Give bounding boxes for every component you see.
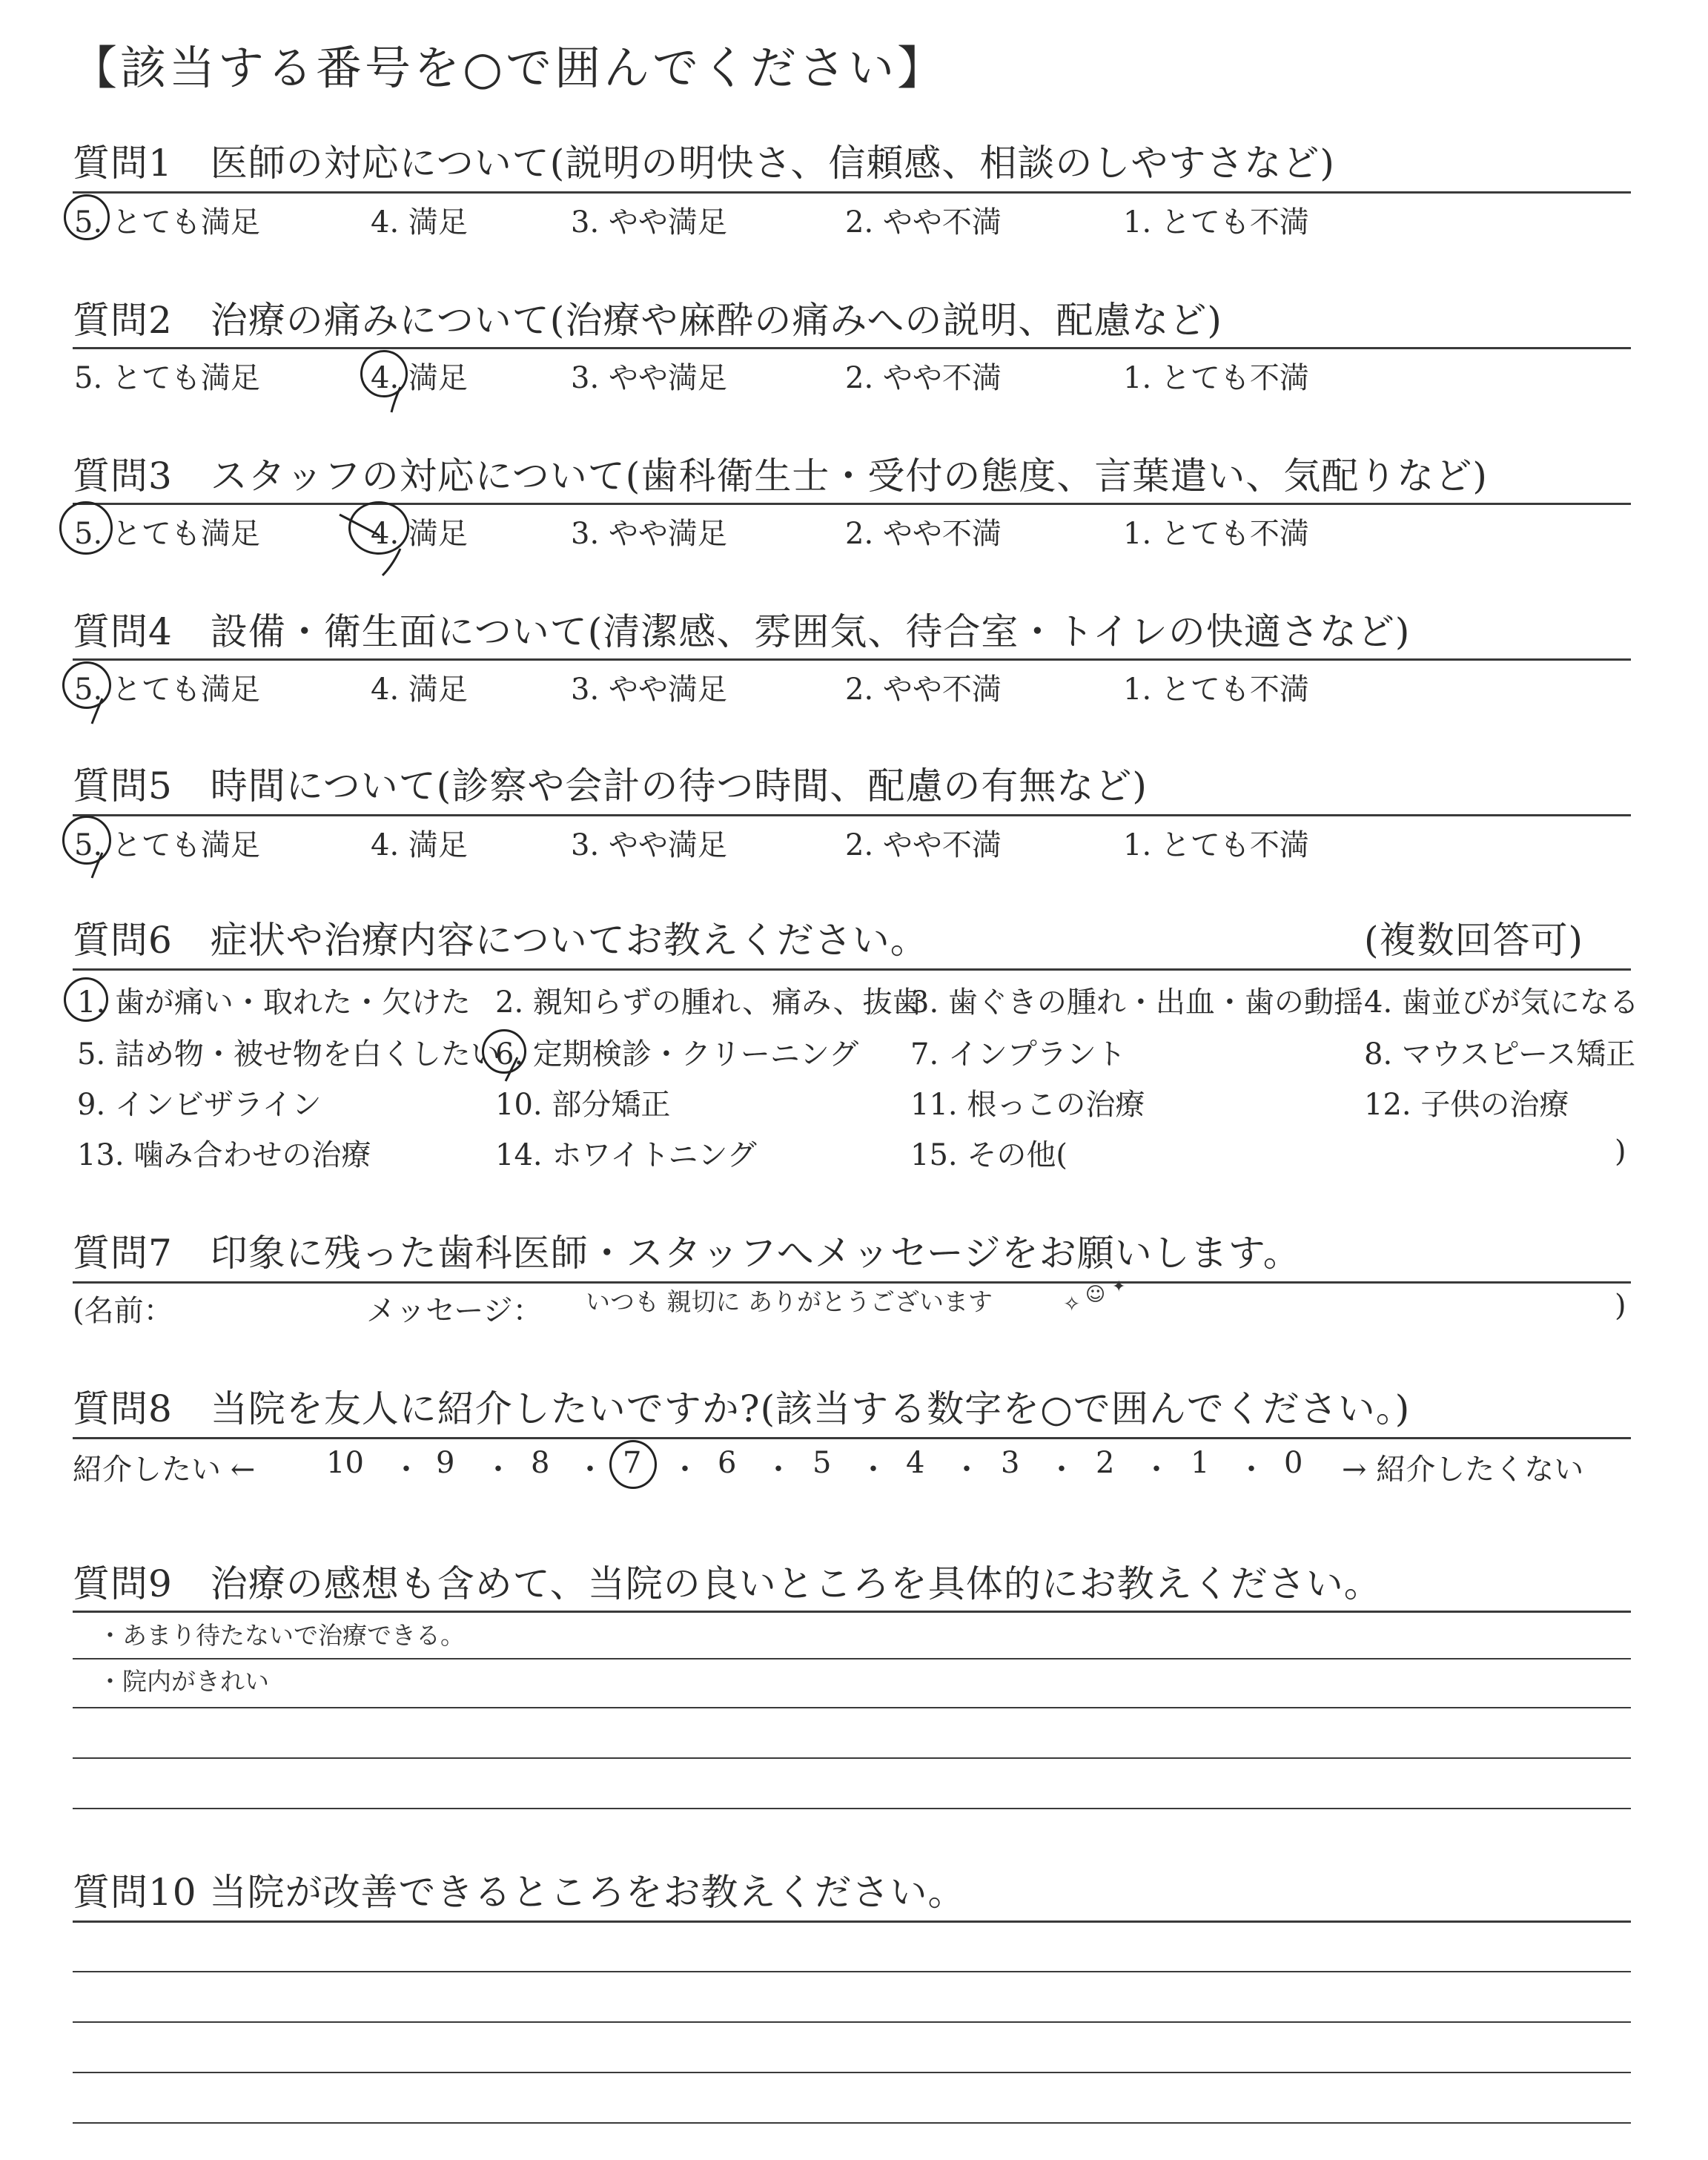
q3-selection-circle: [59, 501, 113, 555]
q9-rule-4: [73, 1757, 1631, 1759]
q6-item-13[interactable]: 13. 噛み合わせの治療: [77, 1138, 371, 1172]
q8-scale-0[interactable]: 0: [1284, 1446, 1303, 1480]
q6-rule: [73, 968, 1631, 971]
q8-sep: ・: [1237, 1453, 1266, 1487]
q8-left-label: 紹介したい ←: [73, 1453, 256, 1487]
q10-rule-5[interactable]: [73, 2122, 1631, 2124]
q6-item-5[interactable]: 5. 詰め物・被せ物を白くしたい: [77, 1037, 500, 1071]
q1-option-2[interactable]: 2. やや不満: [845, 205, 1002, 240]
q4-option-3[interactable]: 3. やや満足: [571, 673, 727, 707]
q5-option-3[interactable]: 3. やや満足: [571, 828, 727, 862]
q8-scale-8[interactable]: 8: [531, 1446, 550, 1480]
q9-rule-5: [73, 1808, 1631, 1809]
q8-scale-7[interactable]: 7: [623, 1446, 642, 1480]
q4-pen-stroke: [87, 697, 110, 727]
q3-option-5[interactable]: 5. とても満足: [74, 517, 260, 551]
q6-item-8[interactable]: 8. マウスピース矯正: [1364, 1037, 1636, 1071]
q5-option-5[interactable]: 5. とても満足: [74, 828, 260, 862]
q6-item-1-circle: [64, 977, 108, 1022]
q5-option-1[interactable]: 1. とても不満: [1123, 828, 1309, 862]
q8-scale-2[interactable]: 2: [1096, 1446, 1115, 1480]
q9-answer-line-1[interactable]: ・あまり待たないで治療できる。: [98, 1621, 465, 1650]
q6-item-1[interactable]: 1. 歯が痛い・取れた・欠けた: [77, 985, 471, 1020]
q3-option-2[interactable]: 2. やや不満: [845, 517, 1002, 551]
q8-rule: [73, 1437, 1631, 1439]
q2-option-5[interactable]: 5. とても満足: [74, 361, 260, 395]
q4-rule: [73, 658, 1631, 661]
q6-item-10[interactable]: 10. 部分矯正: [495, 1088, 671, 1122]
q8-sep: ・: [764, 1453, 793, 1487]
q7-close-paren: ): [1615, 1289, 1626, 1323]
q8-sep: ・: [1047, 1453, 1076, 1487]
q6-heading: 質問6 症状や治療内容についてお教えください。: [73, 919, 928, 962]
q10-heading: 質問10 当院が改善できるところをお教えください。: [73, 1871, 966, 1914]
q8-sep: ・: [952, 1453, 982, 1487]
q8-scale-6[interactable]: 6: [718, 1446, 737, 1480]
q8-sep: ・: [858, 1453, 888, 1487]
q6-item-3[interactable]: 3. 歯ぐきの腫れ・出血・歯の動揺: [910, 985, 1363, 1020]
q6-item-14[interactable]: 14. ホワイトニング: [495, 1138, 757, 1172]
q8-scale-9[interactable]: 9: [436, 1446, 455, 1480]
q4-heading: 質問4 設備・衛生面について(清潔感、雰囲気、待合室・トイレの快適さなど): [73, 610, 1411, 653]
q1-rule: [73, 191, 1631, 194]
page-title: 【該当する番号を○で囲んでください】: [71, 41, 947, 95]
q3-heading: 質問3 スタッフの対応について(歯科衛生士・受付の態度、言葉遣い、気配りなど): [73, 455, 1488, 498]
q3-rule: [73, 503, 1631, 505]
q4-option-2[interactable]: 2. やや不満: [845, 673, 1002, 707]
q6-item-2[interactable]: 2. 親知らずの腫れ、痛み、抜歯: [495, 985, 922, 1020]
q8-sep: ・: [575, 1453, 605, 1487]
q8-sep: ・: [391, 1453, 421, 1487]
q6-item-7[interactable]: 7. インプラント: [910, 1037, 1126, 1071]
q4-option-5[interactable]: 5. とても満足: [74, 673, 260, 707]
q8-sep: ・: [670, 1453, 700, 1487]
q8-scale-5[interactable]: 5: [812, 1446, 832, 1480]
q10-rule-4[interactable]: [73, 2072, 1631, 2073]
svg-text:✦: ✦: [1112, 1278, 1126, 1296]
svg-text:✧: ✧: [1063, 1292, 1081, 1316]
q4-option-1[interactable]: 1. とても不満: [1123, 673, 1309, 707]
q6-item-6-pen-stroke: [501, 1056, 523, 1086]
q6-item-11[interactable]: 11. 根っこの治療: [910, 1088, 1145, 1122]
q1-heading: 質問1 医師の対応について(説明の明快さ、信頼感、相談のしやすさなど): [73, 142, 1335, 185]
q9-heading: 質問9 治療の感想も含めて、当院の良いところを具体的にお教えください。: [73, 1562, 1382, 1605]
q7-name-label: (名前：: [73, 1294, 173, 1328]
q8-sep: ・: [483, 1453, 513, 1487]
svg-text:☺: ☺: [1085, 1284, 1106, 1306]
q2-option-2[interactable]: 2. やや不満: [845, 361, 1002, 395]
q9-rule-1: [73, 1611, 1631, 1613]
q9-rule-3: [73, 1707, 1631, 1708]
q2-pen-stroke: [385, 386, 408, 415]
q10-rule-3[interactable]: [73, 2021, 1631, 2023]
q7-message-label: メッセージ：: [366, 1294, 543, 1328]
q6-item-6[interactable]: 6. 定期検診・クリーニング: [495, 1037, 859, 1071]
q3-option-1[interactable]: 1. とても不満: [1123, 517, 1309, 551]
q10-rule-2[interactable]: [73, 1971, 1631, 1972]
q1-option-4[interactable]: 4. 満足: [371, 205, 468, 240]
q3-option-4[interactable]: 4. 満足: [371, 517, 468, 551]
q6-item-15[interactable]: 15. その他(: [910, 1138, 1068, 1172]
q2-option-4[interactable]: 4. 満足: [371, 361, 468, 395]
q5-pen-stroke: [87, 851, 110, 881]
q6-item-4[interactable]: 4. 歯並びが気になる: [1364, 985, 1639, 1020]
q1-option-3[interactable]: 3. やや満足: [571, 205, 727, 240]
q5-option-2[interactable]: 2. やや不満: [845, 828, 1002, 862]
q10-rule-1: [73, 1920, 1631, 1923]
q3-option-3[interactable]: 3. やや満足: [571, 517, 727, 551]
q5-option-4[interactable]: 4. 満足: [371, 828, 468, 862]
q8-scale-3[interactable]: 3: [1001, 1446, 1020, 1480]
q2-option-1[interactable]: 1. とても不満: [1123, 361, 1309, 395]
q7-message-input[interactable]: いつも 親切に ありがとうございます: [586, 1287, 993, 1316]
q2-option-3[interactable]: 3. やや満足: [571, 361, 727, 395]
q6-item-9[interactable]: 9. インビザライン: [77, 1088, 322, 1122]
q7-heading: 質問7 印象に残った歯科医師・スタッフへメッセージをお願いします。: [73, 1232, 1301, 1275]
q8-scale-1[interactable]: 1: [1191, 1446, 1210, 1480]
q2-heading: 質問2 治療の痛みについて(治療や麻酔の痛みへの説明、配慮など): [73, 299, 1222, 342]
q8-scale-4[interactable]: 4: [906, 1446, 925, 1480]
q8-scale-10[interactable]: 10: [326, 1446, 364, 1480]
q6-note: (複数回答可): [1364, 919, 1584, 962]
q6-item-12[interactable]: 12. 子供の治療: [1364, 1088, 1569, 1122]
q5-heading: 質問5 時間について(診察や会計の待つ時間、配慮の有無など): [73, 764, 1148, 807]
q8-right-label: → 紹介したくない: [1342, 1453, 1584, 1487]
q4-option-4[interactable]: 4. 満足: [371, 673, 468, 707]
q3-pen-strokes: [335, 504, 424, 578]
q9-answer-line-2[interactable]: ・院内がきれい: [98, 1667, 269, 1696]
q1-selection-circle: [64, 194, 110, 240]
q8-selection-circle: [609, 1440, 657, 1489]
q6-item-15-close: ): [1615, 1135, 1626, 1169]
q5-rule: [73, 814, 1631, 816]
q9-rule-2: [73, 1658, 1631, 1659]
q2-rule: [73, 347, 1631, 349]
q1-option-1[interactable]: 1. とても不満: [1123, 205, 1309, 240]
sparkle-doodle-icon: [1060, 1278, 1149, 1323]
q8-heading: 質問8 当院を友人に紹介したいですか?(該当する数字を○で囲んでください。): [73, 1387, 1411, 1430]
q1-option-5[interactable]: 5. とても満足: [74, 205, 260, 240]
q8-sep: ・: [1142, 1453, 1171, 1487]
